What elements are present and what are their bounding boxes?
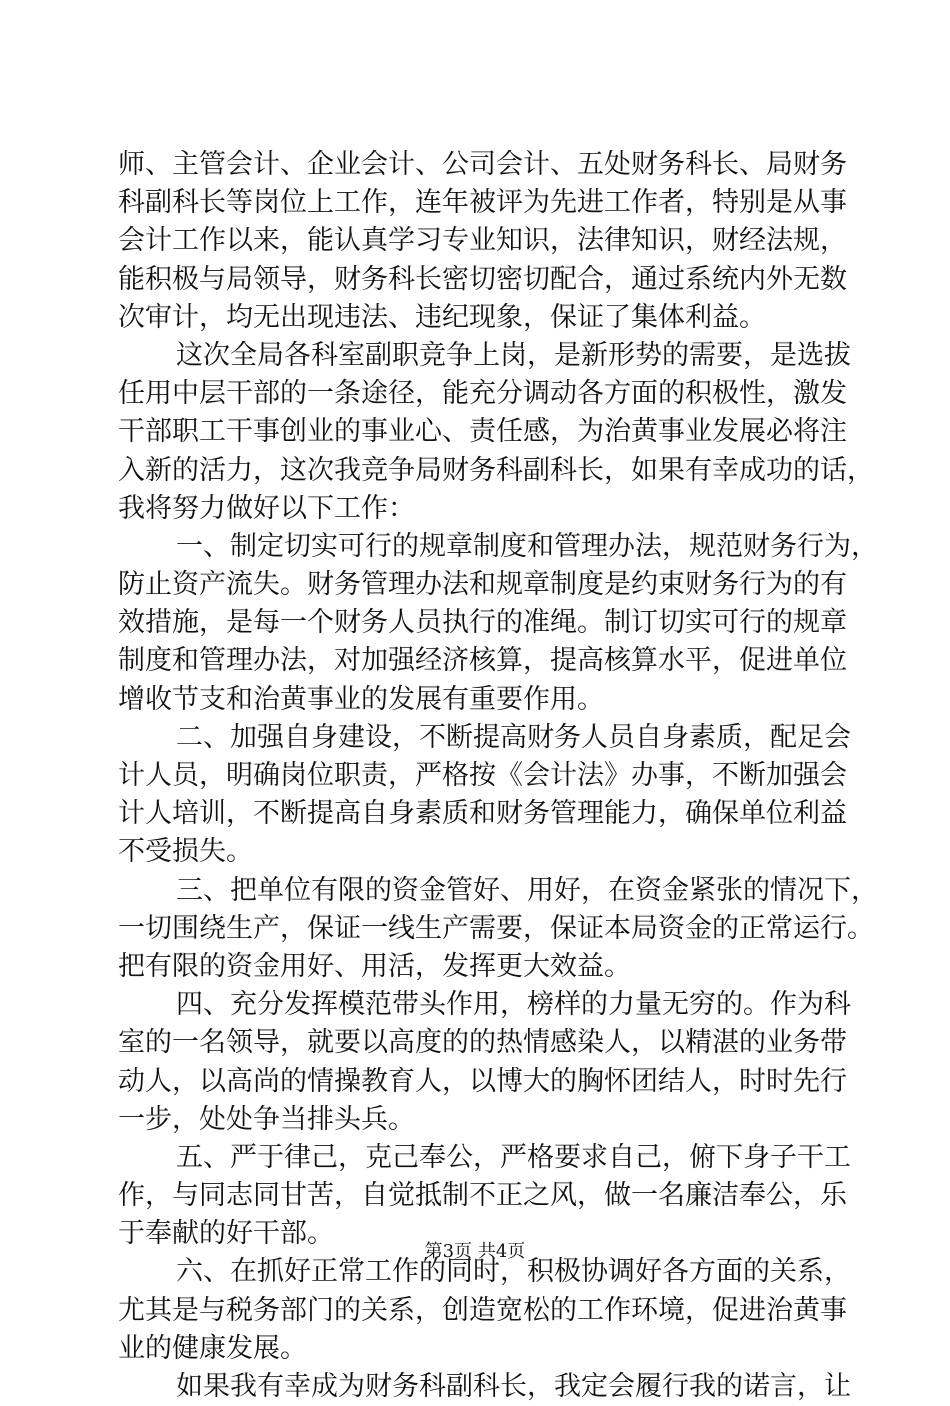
- text-line: 我将努力做好以下工作：: [118, 492, 415, 524]
- text-line: 室的一名领导，就要以高度的的热情感染人，以精湛的业务带: [118, 1027, 847, 1059]
- text-line: 会计工作以来，能认真学习专业知识，法律知识，财经法规，: [118, 225, 847, 257]
- page-footer: 第3页 共4页: [424, 1241, 526, 1262]
- text-line: 制度和管理办法，对加强经济核算，提高核算水平，促进单位: [118, 645, 847, 677]
- text-line: 防止资产流失。财务管理办法和规章制度是约束财务行为的有: [118, 569, 847, 601]
- text-line: 不受损失。: [118, 836, 253, 868]
- text-line: 师、主管会计、企业会计、公司会计、五处财务科长、局财务: [118, 149, 847, 180]
- text-line: 作，与同志同甘苦，自觉抵制不正之风，做一名廉洁奉公，乐: [118, 1180, 847, 1212]
- document-body: [118, 146, 878, 1406]
- text-line: 一步，处处争当排头兵。: [118, 1103, 415, 1135]
- text-line: 增收节支和治黄事业的发展有重要作用。: [118, 683, 604, 715]
- text-line: 能积极与局领导，财务科长密切密切配合，通过系统内外无数: [118, 263, 847, 295]
- text-line: 这次全局各科室副职竞争上岗，是新形势的需要，是选拔: [176, 339, 851, 371]
- text-line: 业的健康发展。: [118, 1332, 307, 1364]
- text-line: 把有限的资金用好、用活，发挥更大效益。: [118, 950, 631, 982]
- text-line: 五、严于律己，克己奉公，严格要求自己，俯下身子干工: [176, 1141, 851, 1173]
- text-line: 四、充分发挥模范带头作用，榜样的力量无穷的。作为科: [176, 989, 851, 1021]
- text-line: 任用中层干部的一条途径，能充分调动各方面的积极性，激发: [118, 378, 847, 410]
- text-line: 如果我有幸成为财务科副科长，我定会履行我的诺言，让: [176, 1371, 851, 1402]
- text-line: 计人员，明确岗位职责，严格按《会计法》办事，不断加强会: [118, 760, 847, 791]
- text-line: 于奉献的好干部。: [118, 1218, 334, 1250]
- text-line: 一、制定切实可行的规章制度和管理办法，规范财务行为，: [176, 530, 878, 562]
- text-line: 尤其是与税务部门的关系，创造宽松的工作环境，促进治黄事: [118, 1294, 847, 1326]
- text-line: 次审计，均无出现违法、违纪现象，保证了集体利益。: [118, 301, 766, 333]
- text-line: 动人，以高尚的情操教育人，以博大的胸怀团结人，时时先行: [118, 1065, 847, 1097]
- text-line: 科副科长等岗位上工作，连年被评为先进工作者，特别是从事: [118, 187, 847, 219]
- text-line: 三、把单位有限的资金管好、用好，在资金紧张的情况下，: [176, 874, 878, 906]
- text-line: 二、加强自身建设，不断提高财务人员自身素质，配足会: [176, 721, 851, 753]
- text-line: 计人培训，不断提高自身素质和财务管理能力，确保单位利益: [118, 798, 847, 830]
- text-line: 效措施，是每一个财务人员执行的准绳。制订切实可行的规章: [118, 607, 847, 639]
- text-line: 一切围绕生产，保证一线生产需要，保证本局资金的正常运行。: [118, 912, 874, 944]
- text-line: 六、在抓好正常工作的同时，积极协调好各方面的关系，: [176, 1256, 851, 1288]
- text-line: 入新的活力，这次我竞争局财务科副科长，如果有幸成功的话，: [118, 454, 874, 486]
- text-line: 干部职工干事创业的事业心、责任感，为治黄事业发展必将注: [118, 416, 847, 448]
